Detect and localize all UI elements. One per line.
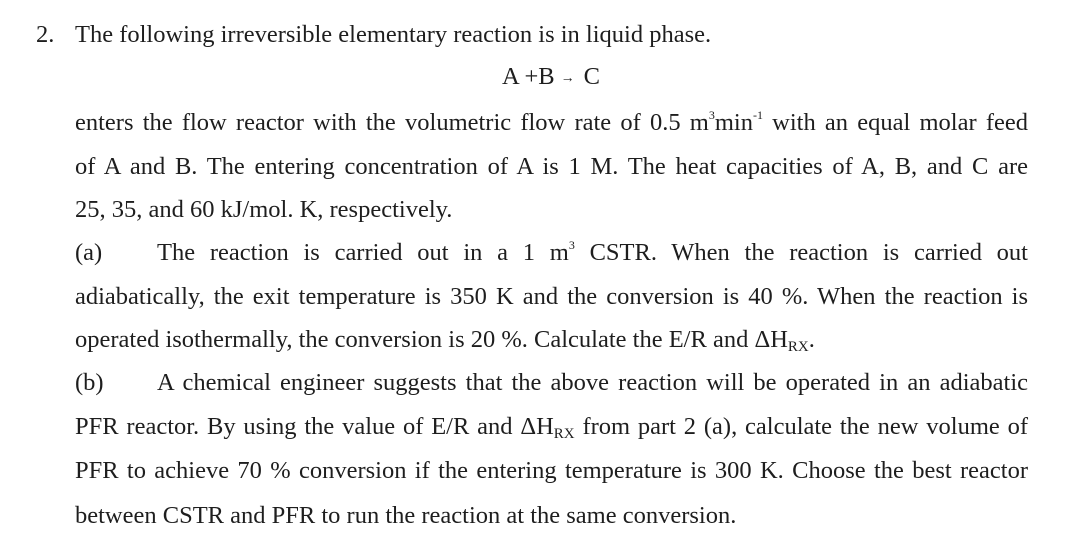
part-b-line-2 bbox=[75, 412, 1028, 442]
unit-superscript-3: 3 bbox=[708, 108, 715, 122]
part-a-line-3 bbox=[75, 325, 815, 355]
reaction-reactants: A +B bbox=[502, 63, 555, 90]
part-b-line-3: PFR to achieve 70 % conversion if the entering temperature is 300 K. Choose the best reactor bbox=[75, 457, 1028, 484]
part-b-label: (b) bbox=[75, 369, 104, 396]
part-a-line-3-text: operated isothermally, the conversion is 20 %. Calculate the E/R and ΔH bbox=[75, 326, 788, 353]
part-b-line-1-text: A chemical engineer suggests that the above reaction will be operated in an adiabatic bbox=[157, 369, 1028, 396]
feed-line-1-text: enters the flow reactor with the volumetric flow rate of 0.5 m bbox=[75, 109, 709, 136]
part-b-line-2-tail: from part 2 (a), calculate the new volume of bbox=[574, 413, 1028, 440]
rx-subscript: RX bbox=[787, 339, 809, 355]
feed-line-1 bbox=[75, 108, 1028, 138]
feed-line-2: of A and B. The entering concentration of A is 1 M. The heat capacities of A, B, and C are bbox=[75, 153, 1028, 180]
feed-line-1-tail: with an equal molar feed bbox=[762, 109, 1028, 136]
volume-superscript-3: 3 bbox=[568, 238, 575, 252]
part-a-line-3-tail: . bbox=[808, 326, 815, 353]
part-a-line-1-tail: CSTR. When the reaction is carried out bbox=[574, 239, 1028, 266]
question-number: 2. bbox=[36, 21, 55, 48]
question-intro: The following irreversible elementary reaction is in liquid phase. bbox=[75, 21, 712, 48]
unit-min: min bbox=[714, 109, 753, 136]
part-b-line-2-text: PFR reactor. By using the value of E/R and ΔH bbox=[75, 413, 554, 440]
reaction-equation bbox=[0, 62, 1080, 94]
part-a-line-1-text: The reaction is carried out in a 1 m bbox=[157, 239, 569, 266]
reaction-arrow-icon: → bbox=[560, 71, 575, 86]
reaction-product: C bbox=[583, 63, 600, 90]
feed-line-3: 25, 35, and 60 kJ/mol. K, respectively. bbox=[75, 196, 453, 223]
part-b-line-1 bbox=[75, 368, 1028, 398]
part-a-label: (a) bbox=[75, 239, 103, 266]
rx-subscript: RX bbox=[553, 426, 575, 442]
unit-superscript-neg1: -1 bbox=[752, 108, 763, 122]
part-a-line-2: adiabatically, the exit temperature is 350 K and the conversion is 40 %. When the reaction is bbox=[75, 283, 1028, 310]
part-b-line-4: between CSTR and PFR to run the reaction at the same conversion. bbox=[75, 502, 737, 529]
part-a-line-1 bbox=[75, 238, 1028, 268]
